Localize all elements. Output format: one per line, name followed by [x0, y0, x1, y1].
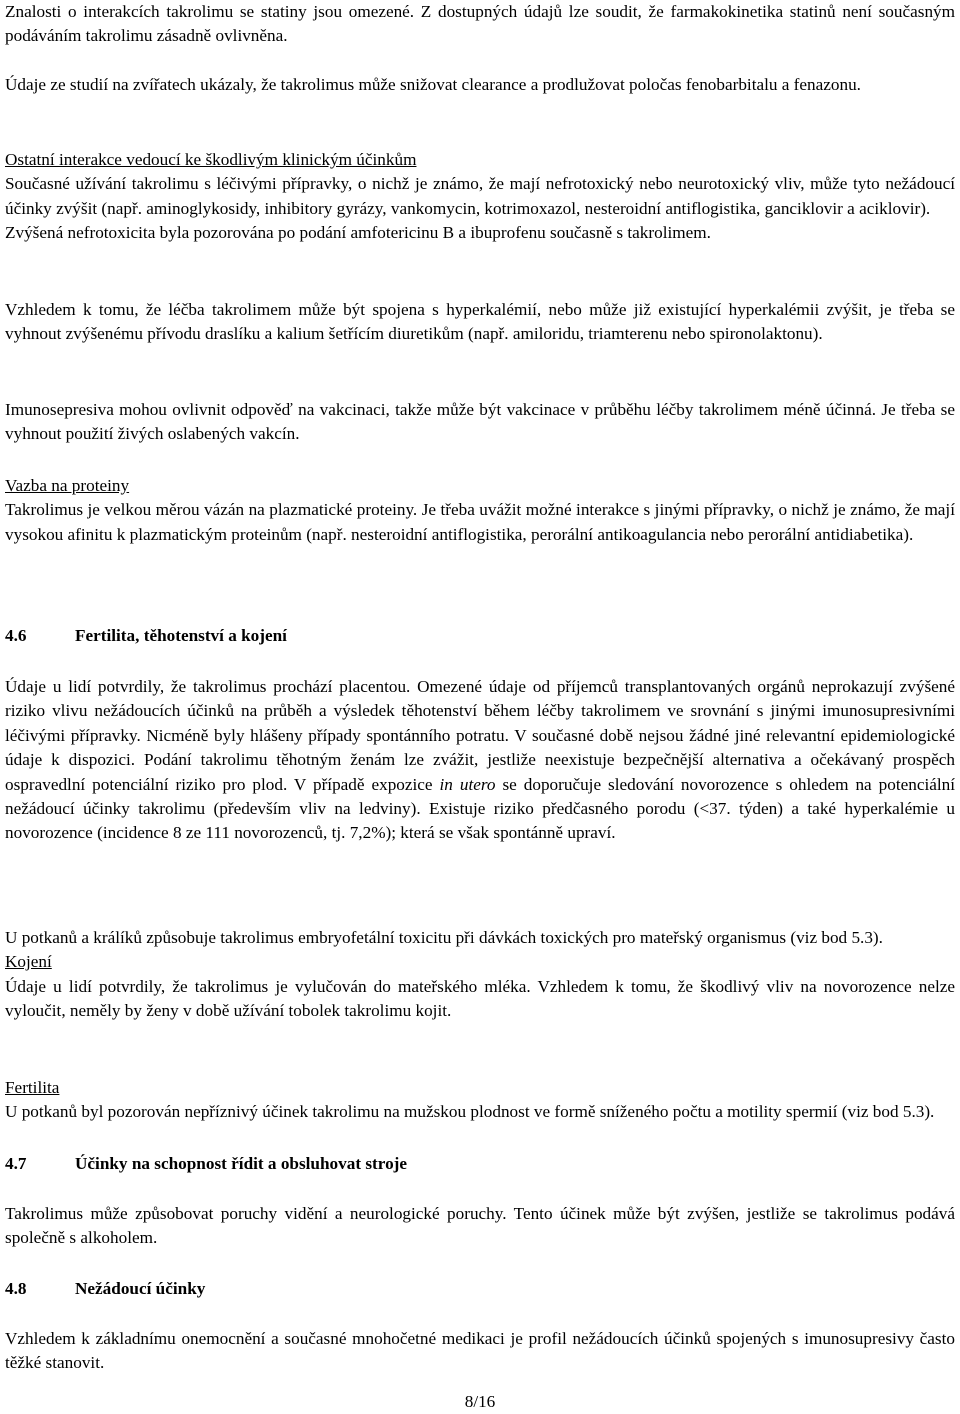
- other-interactions-block: [5, 148, 955, 246]
- section-number: 4.7: [5, 1154, 27, 1173]
- section-number: 4.8: [5, 1279, 27, 1298]
- section-4-8-heading: [5, 1277, 205, 1301]
- paragraph-adverse-effects: Vzhledem k základnímu onemocnění a současné mnohočetné medikaci je profil nežádoucích účinků spojených s imunosupresivy často těžké stanovit.: [5, 1329, 955, 1373]
- paragraph-protein-binding: Takrolimus je velkou měrou vázán na plazmatické proteiny. Je třeba uvážit možné interakce s jinými přípravky, o nichž je známo, že mají vysokou afinitu k plazmatickým proteinům (např. nesteroidní antiflogistika, perorální antikoagulancia nebo perorální antidiabetika).: [5, 500, 955, 544]
- section-number: 4.6: [5, 626, 27, 645]
- paragraph-nephrotoxic: Současné užívání takrolimu s léčivými přípravky, o nichž je známo, že mají nefrotoxický nebo neurotoxický vliv, může tyto nežádoucí účinky zvýšit (např. aminoglykosidy, inhibitory gyrázy, vankomycin, kotrimoxazol, nesteroidní antiflogistika, ganciklovir a aciklovir).: [5, 174, 955, 218]
- fertility-heading: Fertilita: [5, 1078, 60, 1097]
- pregnancy-text-b: se doporučuje sledování novorozence s ohledem na potenciální nežádoucí účinky takrolimu (především vliv na ledviny). Existuje riziko předčasného porodu (<37. týden) a také hyperkalémie u novorozence (incidence 8 ze 111 novorozenců, tj. 7,2%); která se však spontánně upraví.: [5, 774, 955, 843]
- paragraph-vaccination: Imunosepresiva mohou ovlivnit odpověď na vakcinaci, takže může být vakcinace v průběhu léčby takrolimem méně účinná. Je třeba se vyhnout použití živých oslabených vakcín.: [5, 400, 955, 444]
- section-4-7-heading: [5, 1152, 407, 1176]
- paragraph-statins: Znalosti o interakcích takrolimu se statiny jsou omezené. Z dostupných údajů lze soudit, že farmakokinetika statinů není současným podáváním takrolimu zásadně ovlivněna.: [5, 2, 955, 46]
- fertility-block: [5, 1076, 955, 1125]
- section-title: Účinky na schopnost řídit a obsluhovat stroje: [75, 1154, 408, 1173]
- paragraph-pregnancy: [5, 675, 955, 846]
- section-title: Nežádoucí účinky: [75, 1279, 206, 1298]
- paragraph-amphotericin: Zvýšená nefrotoxicita byla pozorována po podání amfotericinu B a ibuprofenu současně s takrolimem.: [5, 223, 711, 243]
- paragraph-fertility: U potkanů byl pozorován nepříznivý účinek takrolimu na mužskou plodnost ve formě sníženého počtu a motility spermií (viz bod 5.3).: [5, 1102, 935, 1122]
- page-number: 8/16: [464, 1392, 496, 1411]
- protein-binding-heading: Vazba na proteiny: [5, 476, 130, 495]
- protein-binding-block: [5, 474, 955, 547]
- paragraph-hyperkalemia: Vzhledem k tomu, že léčba takrolimem může být spojena s hyperkalémií, nebo může již existující hyperkalémii zvýšit, je třeba se vyhnout zvýšenému přívodu draslíku a kalium šetřícím diuretikům (např. amiloridu, triamterenu nebo spironolaktonu).: [5, 300, 955, 344]
- in-utero-italic: in utero: [439, 774, 496, 794]
- lactation-heading: Kojení: [5, 952, 52, 972]
- pregnancy-text-a: Údaje u lidí potvrdily, že takrolimus prochází placentou. Omezené údaje od příjemců transplantovaných orgánů neprokazují zvýšené riziko vlivu nežádoucích účinků na průběh a výsledek těhotenství během léčby takrolimem ve srovnání s jinými imunosupresivními léčivými přípravky. Nicméně byly hlášeny případy spontánního potratu. V současné době nejsou žádné jiné relevantní epidemiologické údaje k dispozici. Podání takrolimu těhotným ženám lze zvážit, jestliže neexistuje bezpečnější alternativa a očekávaný prospěch ospravedlní potenciální riziko pro plod. V případě expozice: [5, 677, 955, 794]
- rats-lactation-block: [5, 926, 955, 1024]
- section-4-6-heading: [5, 624, 287, 648]
- paragraph-embryofetal: U potkanů a králíků způsobuje takrolimus embryofetální toxicitu při dávkách toxických pro mateřský organismus (viz bod 5.3).: [5, 928, 883, 947]
- paragraph-lactation: Údaje u lidí potvrdily, že takrolimus je vylučován do mateřského mléka. Vzhledem k tomu, že škodlivý vliv na novorozence nelze vyloučit, neměly by ženy v době užívání tobolek takrolimu kojit.: [5, 976, 955, 1021]
- paragraph-animal-studies: Údaje ze studií na zvířatech ukázaly, že takrolimus může snižovat clearance a prodlužovat poločas fenobarbitalu a fenazonu.: [5, 75, 861, 94]
- section-title: Fertilita, těhotenství a kojení: [75, 626, 287, 645]
- paragraph-driving: Takrolimus může způsobovat poruchy vidění a neurologické poruchy. Tento účinek může být zvýšen, jestliže se takrolimus podává společně s alkoholem.: [5, 1204, 955, 1248]
- other-interactions-heading: Ostatní interakce vedoucí ke škodlivým klinickým účinkům: [5, 150, 417, 169]
